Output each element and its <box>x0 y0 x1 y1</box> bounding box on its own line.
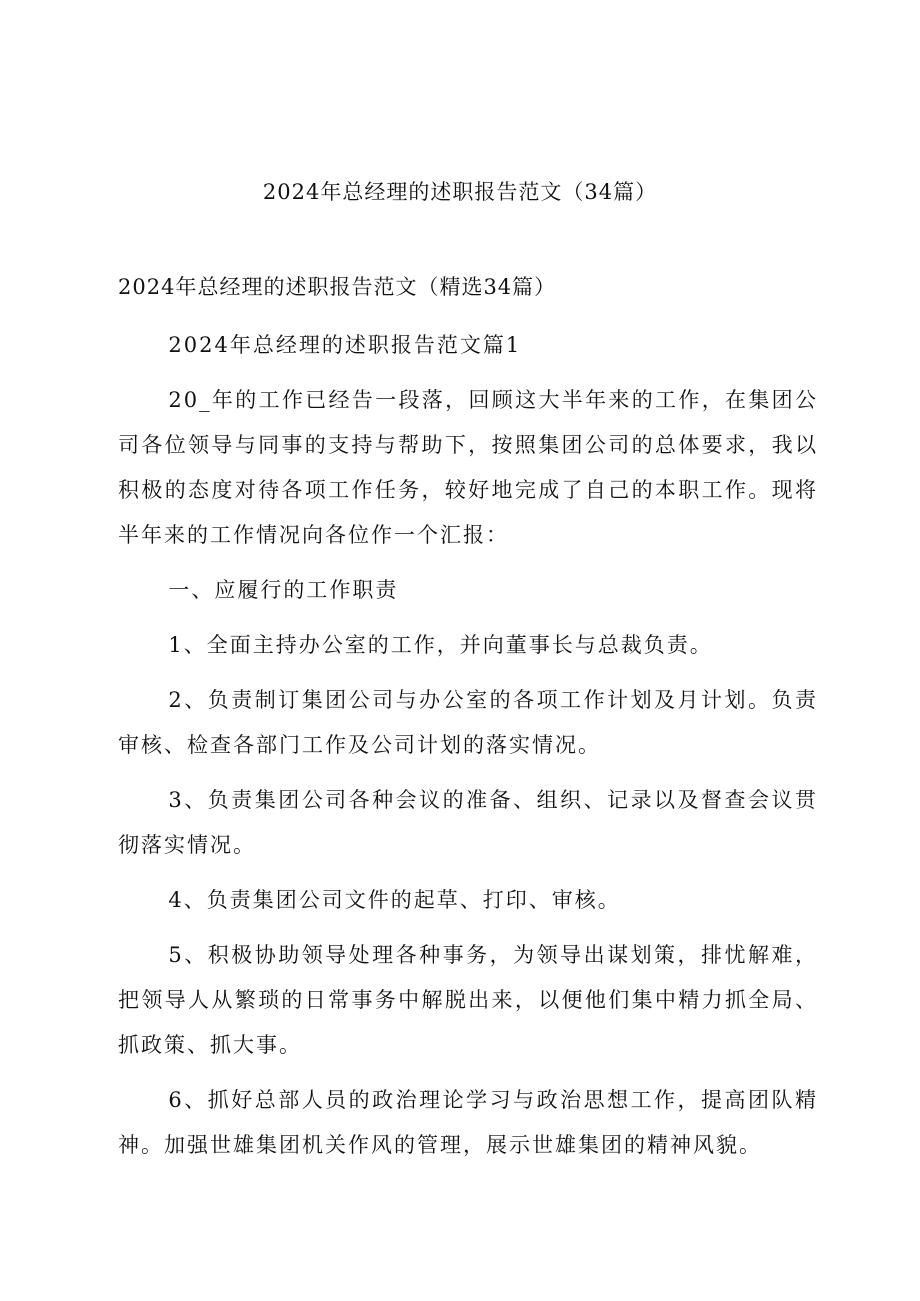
list-item: 4、负责集团公司文件的起草、打印、审核。 <box>168 888 621 912</box>
document-body <box>118 267 818 1178</box>
list-item: 2、负责制订集团公司与办公室的各项工作计划及月计划。负责审核、检查各部门工作及公司计划的落实情况。 <box>118 688 818 757</box>
body-paragraph: 20_年的工作已经告一段落，回顾这大半年来的工作，在集团公司各位领导与同事的支持与帮助下，按照集团公司的总体要求，我以积极的态度对待各项工作任务，较好地完成了自己的本职工作。现将半年来的工作情况向各位作一个汇报： <box>118 388 818 547</box>
section-heading: 2024年总经理的述职报告范文篇1 <box>168 333 522 357</box>
list-item: 1、全面主持办公室的工作，并向董事长与总裁负责。 <box>168 633 713 657</box>
list-item: 5、积极协助领导处理各种事务，为领导出谋划策，排忧解难，把领导人从繁琐的日常事务中解脱出来，以便他们集中精力抓全局、抓政策、抓大事。 <box>118 943 818 1057</box>
section-heading: 一、应履行的工作职责 <box>168 578 399 602</box>
document-title: 2024年总经理的述职报告范文（34篇） <box>262 180 658 204</box>
document-subtitle: 2024年总经理的述职报告范文（精选34篇） <box>118 275 557 299</box>
list-item: 3、负责集团公司各种会议的准备、组织、记录以及督查会议贯彻落实情况。 <box>118 788 818 857</box>
list-item: 6、抓好总部人员的政治理论学习与政治思想工作，提高团队精神。加强世雄集团机关作风的管理，展示世雄集团的精神风貌。 <box>118 1088 818 1157</box>
